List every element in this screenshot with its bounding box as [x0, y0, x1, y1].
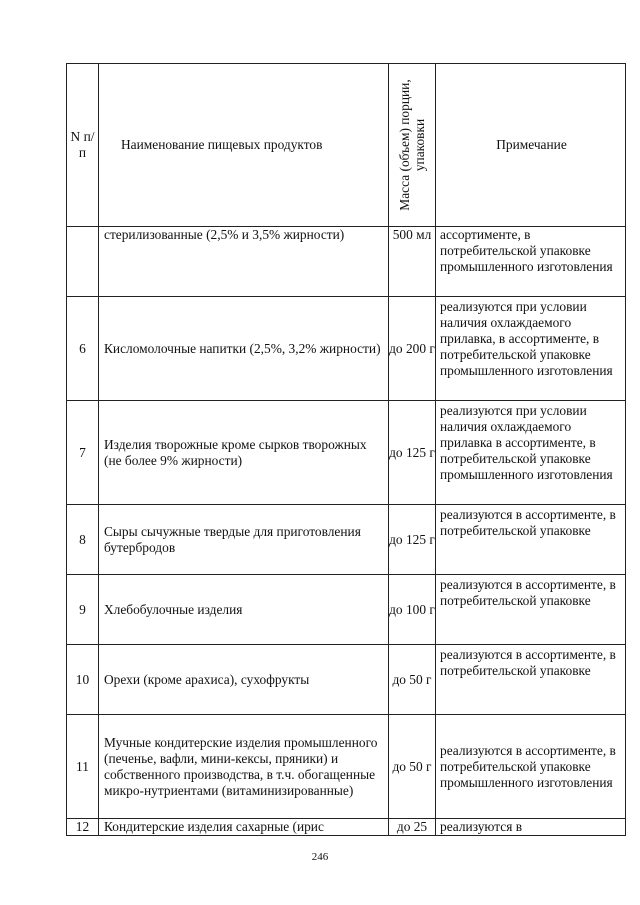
- row-portion-mass: 500 мл: [389, 227, 436, 297]
- table-row: [67, 645, 626, 715]
- table-row: [67, 401, 626, 505]
- row-note: реализуются при условии наличия охлаждаемого прилавка в ассортименте, в потребительской упаковке промышленного изготовления: [436, 401, 626, 505]
- row-note: реализуются в ассортименте, в потребительской упаковке: [436, 645, 626, 715]
- table-row: [67, 297, 626, 401]
- row-note: реализуются в ассортименте, в потребительской упаковке промышленного изготовления: [436, 715, 626, 819]
- row-note: реализуются в ассортименте, в потребительской упаковке: [436, 505, 626, 575]
- row-portion-mass: до 125 г: [389, 505, 436, 575]
- row-note: реализуются в ассортименте, в потребительской упаковке: [436, 575, 626, 645]
- row-product-name: Мучные кондитерские изделия промышленного (печенье, вафли, мини-кексы, пряники) и собственного производства, в т.ч. обогащенные микро-нутриентами (витаминизированные): [99, 715, 389, 819]
- row-number: 6: [67, 297, 99, 401]
- header-portion-mass: [389, 64, 436, 227]
- row-portion-mass: до 125 г: [389, 401, 436, 505]
- row-product-name: Сыры сычужные твердые для приготовления бутербродов: [99, 505, 389, 575]
- row-number: 9: [67, 575, 99, 645]
- row-product-name: Изделия творожные кроме сырков творожных (не более 9% жирности): [99, 401, 389, 505]
- row-number: 7: [67, 401, 99, 505]
- table-row: [67, 505, 626, 575]
- row-product-name: Кисломолочные напитки (2,5%, 3,2% жирности): [99, 297, 389, 401]
- row-note: реализуются при условии наличия охлаждаемого прилавка, в ассортименте, в потребительской упаковке промышленного изготовления: [436, 297, 626, 401]
- table-row: [67, 819, 626, 836]
- table-row: [67, 575, 626, 645]
- row-product-name: стерилизованные (2,5% и 3,5% жирности): [99, 227, 389, 297]
- header-portion-mass-text: Масса (объем) порции, упаковки: [397, 79, 427, 211]
- header-product-name: Наименование пищевых продуктов: [99, 64, 389, 227]
- table-row: [67, 227, 626, 297]
- row-number: 11: [67, 715, 99, 819]
- row-number: [67, 227, 99, 297]
- row-portion-mass: до 25: [389, 819, 436, 836]
- row-portion-mass: до 200 г: [389, 297, 436, 401]
- page-number: 246: [311, 851, 329, 863]
- row-portion-mass: до 100 г: [389, 575, 436, 645]
- header-number: N п/п: [67, 64, 99, 227]
- row-product-name: Хлебобулочные изделия: [99, 575, 389, 645]
- row-note: реализуются в: [436, 819, 626, 836]
- food-products-table: [66, 63, 626, 836]
- row-number: 12: [67, 819, 99, 836]
- row-product-name: Кондитерские изделия сахарные (ирис: [99, 819, 389, 836]
- row-product-name: Орехи (кроме арахиса), сухофрукты: [99, 645, 389, 715]
- row-number: 10: [67, 645, 99, 715]
- table-row: [67, 715, 626, 819]
- header-note: Примечание: [436, 64, 626, 227]
- row-portion-mass: до 50 г: [389, 715, 436, 819]
- row-portion-mass: до 50 г: [389, 645, 436, 715]
- row-note: ассортименте, в потребительской упаковке промышленного изготовления: [436, 227, 626, 297]
- row-number: 8: [67, 505, 99, 575]
- table-header-row: [67, 64, 626, 227]
